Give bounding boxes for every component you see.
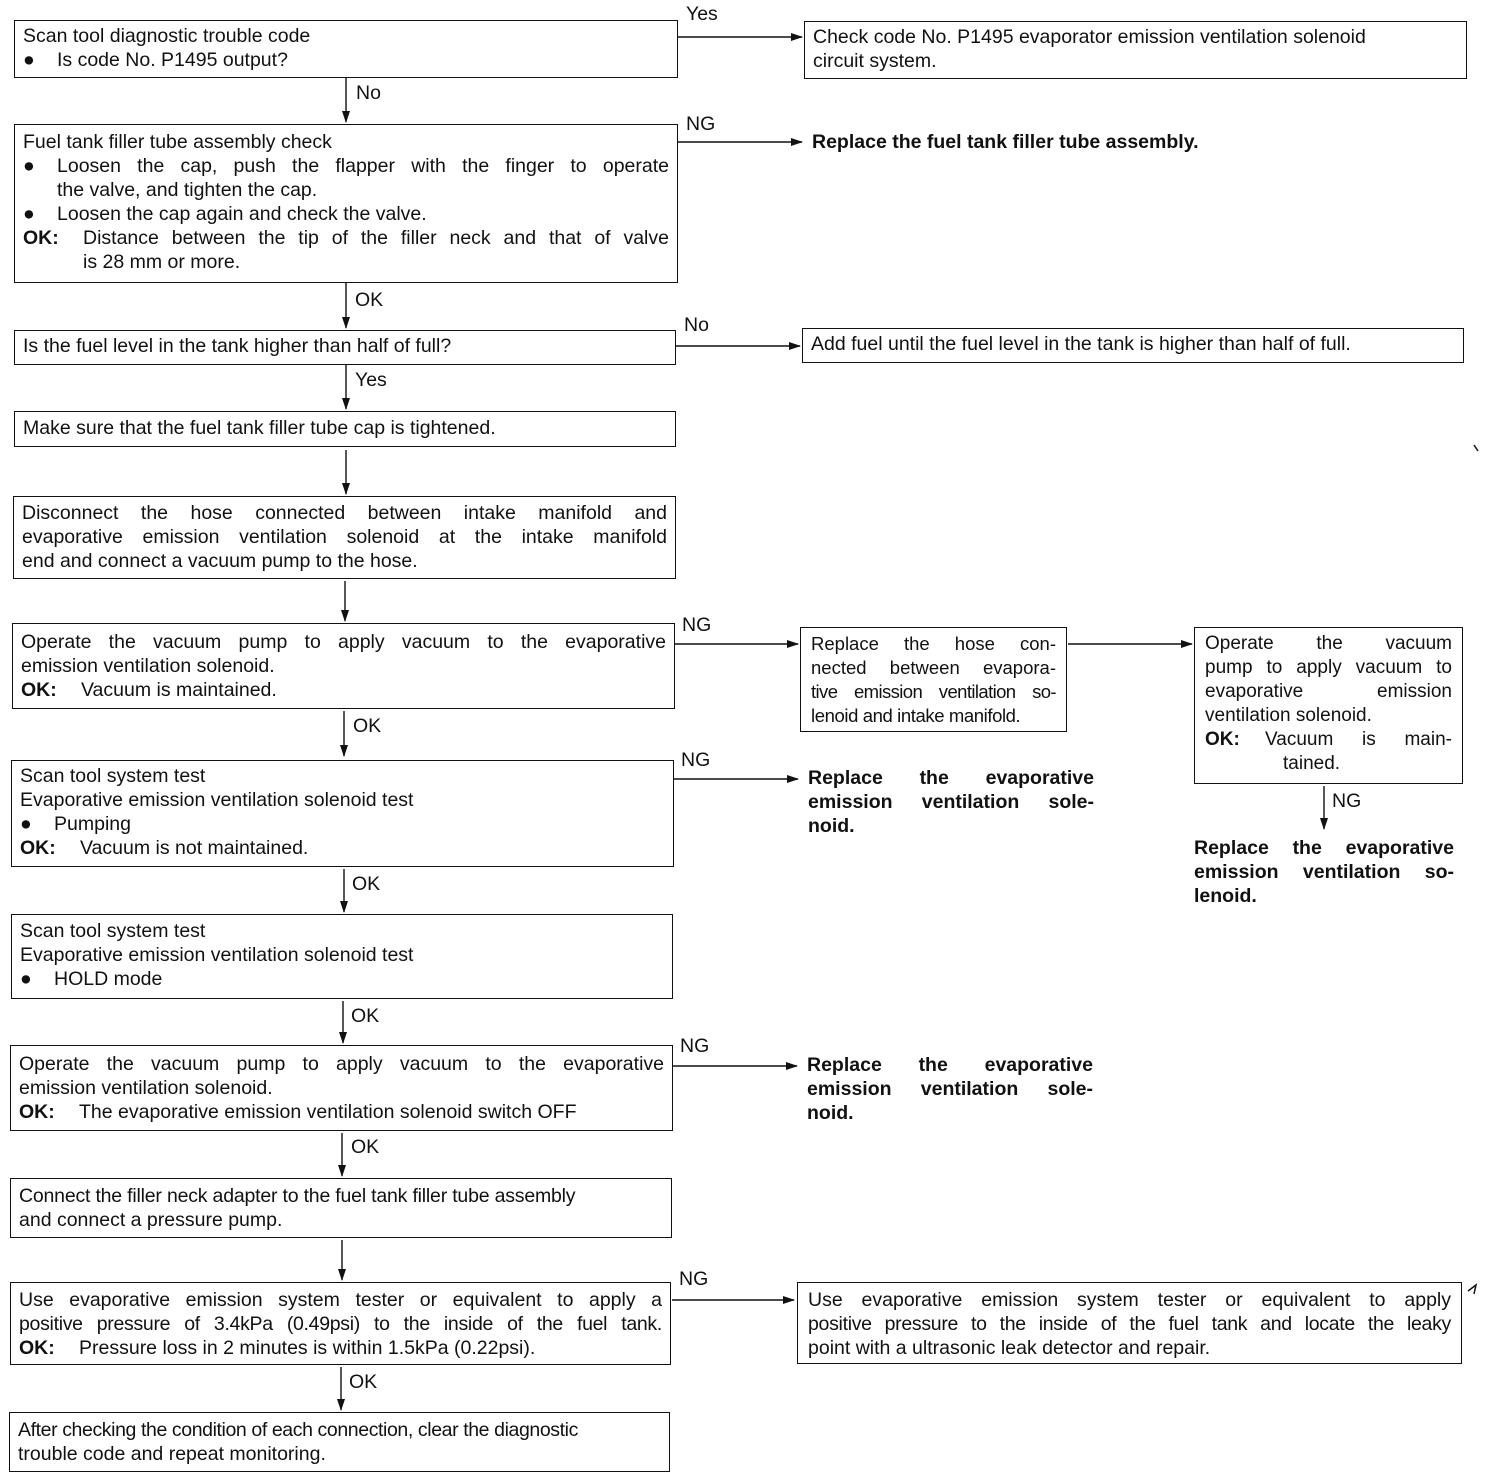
corner-mark-icon xyxy=(1468,1285,1476,1294)
step-pressure-test xyxy=(10,1282,671,1365)
step-disconnect-hose xyxy=(13,496,676,579)
result-line: circuit system. xyxy=(813,50,937,72)
ok-text: Vacuum is main- xyxy=(1265,729,1452,750)
yes-label: Yes xyxy=(686,3,718,25)
step-bullet: Pumping xyxy=(54,813,131,835)
step-line: tive emission ventilation so- xyxy=(811,681,1056,702)
ok-key: OK: xyxy=(21,679,57,701)
step-line: Operate the vacuum pump to apply vacuum to the evaporative xyxy=(19,1053,664,1075)
step-apply-vacuum-switch xyxy=(10,1045,673,1131)
step-text: Make sure that the fuel tank filler tube cap is tightened. xyxy=(23,417,496,439)
step-line: positive pressure of 3.4kPa (0.49psi) to the inside of the fuel tank. xyxy=(19,1313,662,1335)
ok-text: Pressure loss in 2 minutes is within 1.5kPa (0.22psi). xyxy=(79,1337,536,1359)
step-line: lenoid and intake manifold. xyxy=(811,705,1021,726)
result-line: emission ventilation sole- xyxy=(807,1078,1093,1100)
ok-text-cont: tained. xyxy=(1283,753,1341,774)
ok-label: OK xyxy=(355,289,384,311)
step-apply-vacuum xyxy=(12,623,675,709)
step-line: trouble code and repeat monitoring. xyxy=(18,1443,326,1465)
result-replace-solenoid xyxy=(808,766,1094,838)
step-line: Use evaporative emission system tester or equivalent to apply a xyxy=(19,1289,662,1311)
result-replace-solenoid xyxy=(807,1053,1093,1125)
step-clear-dtc xyxy=(9,1412,670,1472)
step-filler-tube-check: Fuel tank filler tube assembly check ● Loosen the cap, push the flapper with the finger to operate the valve, and tighten the cap. ● Loosen the cap again and check the valve. OK: Distance between the tip of the filler neck and that of valve is 28 mm or more. xyxy=(14,124,678,283)
step-cap-tightened xyxy=(14,411,676,447)
step-line: Replace the hose con- xyxy=(811,633,1056,654)
step-bullet: HOLD mode xyxy=(54,968,163,990)
step-scan-pumping-test: Scan tool system test Evaporative emission ventilation solenoid test ● Pumping OK: Vacuum is not maintained. xyxy=(11,760,674,867)
ok-label: OK xyxy=(351,1136,380,1158)
step-line: evaporative emission xyxy=(1205,681,1452,702)
step-recheck-vacuum xyxy=(1194,627,1463,784)
ng-label: NG xyxy=(686,113,716,135)
step-line: end and connect a vacuum pump to the hose. xyxy=(22,550,418,572)
step-connect-adapter xyxy=(10,1178,672,1238)
ng-label: NG xyxy=(679,1268,709,1290)
step-title: Scan tool diagnostic trouble code xyxy=(23,25,311,47)
result-line: lenoid. xyxy=(1194,885,1257,907)
result-line: Check code No. P1495 evaporator emission ventilation solenoid xyxy=(813,26,1366,48)
step-line: Operate the vacuum xyxy=(1205,633,1452,654)
step-line: and connect a pressure pump. xyxy=(19,1209,283,1231)
ok-key: OK: xyxy=(20,837,56,859)
ng-label: NG xyxy=(681,749,711,771)
step-line: point with a ultrasonic leak detector and repair. xyxy=(808,1337,1211,1359)
step-line: Operate the vacuum pump to apply vacuum to the evaporative xyxy=(21,631,666,653)
result-line: emission ventilation so- xyxy=(1194,861,1454,883)
step-scan-hold-test: Scan tool system test Evaporative emission ventilation solenoid test ● HOLD mode xyxy=(11,914,673,999)
ok-label: OK xyxy=(351,1005,380,1027)
result-line: Replace the evaporative xyxy=(808,767,1094,789)
ok-key: OK: xyxy=(23,227,59,249)
result-text: Add fuel until the fuel level in the tank is higher than half of full. xyxy=(811,333,1351,355)
result-replace-filler-tube: Replace the fuel tank filler tube assembly. xyxy=(812,131,1199,153)
step-line: Scan tool system test xyxy=(20,920,206,942)
step-line: Evaporative emission ventilation solenoid test xyxy=(20,789,414,811)
step-line: Connect the filler neck adapter to the fuel tank filler tube assembly xyxy=(19,1185,576,1207)
step-bullet: Loosen the cap, push the flapper with the finger to operate xyxy=(57,155,669,177)
no-label: No xyxy=(684,314,709,336)
step-locate-leak xyxy=(797,1282,1462,1364)
corner-mark-icon xyxy=(1474,445,1478,451)
step-line: Scan tool system test xyxy=(20,765,206,787)
ok-text-cont: is 28 mm or more. xyxy=(83,251,241,273)
step-line: positive pressure to the inside of the fuel tank and locate the leaky xyxy=(808,1313,1451,1335)
step-line: pump to apply vacuum to xyxy=(1205,657,1452,678)
ng-label: NG xyxy=(680,1035,710,1057)
ng-label: NG xyxy=(682,614,712,636)
ok-label: OK xyxy=(349,1371,378,1393)
step-line: nected between evapora- xyxy=(811,657,1056,678)
ok-text: Vacuum is not maintained. xyxy=(80,837,309,859)
ng-label: NG xyxy=(1332,790,1362,812)
step-bullet: Loosen the cap again and check the valve. xyxy=(57,203,427,225)
result-check-p1495 xyxy=(804,21,1467,79)
result-replace-solenoid xyxy=(1194,836,1454,908)
result-line: emission ventilation sole- xyxy=(808,791,1094,813)
step-line: Disconnect the hose connected between intake manifold and xyxy=(22,502,667,524)
step-line: Use evaporative emission system tester or equivalent to apply xyxy=(808,1289,1451,1311)
no-label: No xyxy=(356,82,381,104)
step-line: Evaporative emission ventilation solenoid test xyxy=(20,944,414,966)
step-bullet-cont: the valve, and tighten the cap. xyxy=(57,179,318,201)
ok-text: Distance between the tip of the filler neck and that of valve xyxy=(83,227,669,249)
result-line: Replace the evaporative xyxy=(807,1054,1093,1076)
yes-label: Yes xyxy=(355,369,387,391)
ok-label: OK xyxy=(352,873,381,895)
step-line: emission ventilation solenoid. xyxy=(19,1077,273,1099)
result-line: Replace the evaporative xyxy=(1194,837,1454,859)
step-replace-hose xyxy=(800,627,1067,732)
ok-key: OK: xyxy=(19,1337,55,1359)
step-text: Is the fuel level in the tank higher than half of full? xyxy=(23,335,452,357)
ok-key: OK: xyxy=(1205,729,1240,750)
step-bullet: Is code No. P1495 output? xyxy=(57,49,288,71)
step-fuel-level xyxy=(14,330,676,365)
step-line: After checking the condition of each connection, clear the diagnostic xyxy=(18,1419,578,1441)
step-line: ventilation solenoid. xyxy=(1205,705,1372,726)
step-line: evaporative emission ventilation solenoid at the intake manifold xyxy=(22,526,667,548)
result-add-fuel xyxy=(802,328,1464,363)
ok-text: Vacuum is maintained. xyxy=(81,679,277,701)
step-title: Fuel tank filler tube assembly check xyxy=(23,131,332,153)
ok-text: The evaporative emission ventilation solenoid switch OFF xyxy=(79,1101,577,1123)
ok-label: OK xyxy=(353,715,382,737)
result-line: noid. xyxy=(808,815,855,837)
ok-key: OK: xyxy=(19,1101,55,1123)
step-line: emission ventilation solenoid. xyxy=(21,655,275,677)
step-scan-tool-dtc: Scan tool diagnostic trouble code ● Is code No. P1495 output? xyxy=(14,20,678,78)
result-line: noid. xyxy=(807,1102,854,1124)
